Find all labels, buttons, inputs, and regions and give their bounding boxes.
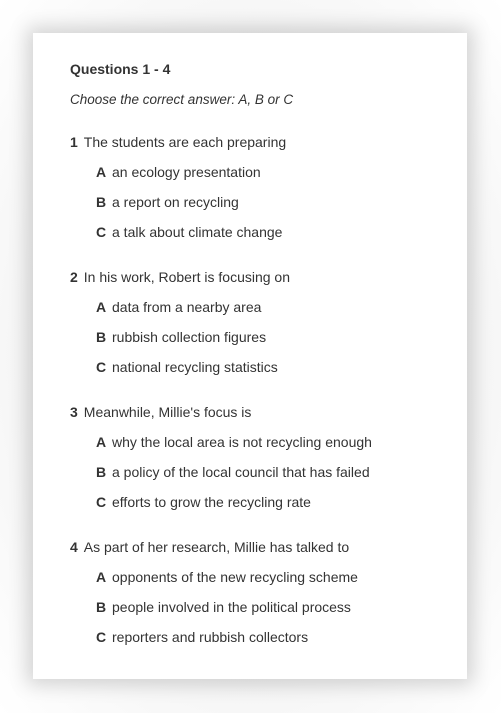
option-text: a policy of the local council that has failed xyxy=(112,464,370,480)
option-b[interactable] xyxy=(96,598,447,616)
option-text: opponents of the new recycling scheme xyxy=(112,569,358,585)
question-card xyxy=(33,33,467,679)
option-text: a report on recycling xyxy=(112,194,239,210)
option-c[interactable] xyxy=(96,223,447,241)
option-letter: B xyxy=(96,599,107,615)
option-c[interactable] xyxy=(96,628,447,646)
question-text: Meanwhile, Millie's focus is xyxy=(83,404,252,420)
option-letter: A xyxy=(96,299,107,315)
option-text: reporters and rubbish collectors xyxy=(112,629,309,645)
option-text: why the local area is not recycling enough xyxy=(112,434,372,450)
option-b[interactable] xyxy=(96,328,447,346)
option-b[interactable] xyxy=(96,463,447,481)
question-1 xyxy=(70,133,447,241)
option-text: efforts to grow the recycling rate xyxy=(112,494,311,510)
option-letter: C xyxy=(96,629,107,645)
option-c[interactable] xyxy=(96,493,447,511)
option-letter: C xyxy=(96,224,107,240)
question-number: 4 xyxy=(70,539,78,555)
option-text: data from a nearby area xyxy=(112,299,262,315)
section-instruction: Choose the correct answer: A, B or C xyxy=(70,92,294,107)
question-number: 2 xyxy=(70,269,78,285)
question-text: As part of her research, Millie has talked to xyxy=(83,539,350,555)
option-a[interactable] xyxy=(96,568,447,586)
option-letter: B xyxy=(96,194,107,210)
question-2 xyxy=(70,268,447,376)
option-letter: A xyxy=(96,434,107,450)
question-stem xyxy=(70,403,447,421)
option-letter: C xyxy=(96,494,107,510)
option-a[interactable] xyxy=(96,163,447,181)
question-number: 1 xyxy=(70,134,78,150)
section-heading: Questions 1 - 4 xyxy=(70,61,171,77)
option-a[interactable] xyxy=(96,298,447,316)
option-text: rubbish collection figures xyxy=(112,329,267,345)
option-letter: B xyxy=(96,464,107,480)
question-content xyxy=(70,60,447,646)
option-b[interactable] xyxy=(96,193,447,211)
option-text: an ecology presentation xyxy=(112,164,261,180)
option-letter: A xyxy=(96,569,107,585)
option-letter: C xyxy=(96,359,107,375)
option-c[interactable] xyxy=(96,358,447,376)
question-number: 3 xyxy=(70,404,78,420)
question-3 xyxy=(70,403,447,511)
option-text: national recycling statistics xyxy=(112,359,278,375)
option-letter: B xyxy=(96,329,107,345)
question-text: The students are each preparing xyxy=(83,134,287,150)
question-stem xyxy=(70,133,447,151)
option-letter: A xyxy=(96,164,107,180)
question-stem xyxy=(70,268,447,286)
question-stem xyxy=(70,538,447,556)
question-4 xyxy=(70,538,447,646)
question-text: In his work, Robert is focusing on xyxy=(83,269,291,285)
option-text: people involved in the political process xyxy=(112,599,351,615)
option-a[interactable] xyxy=(96,433,447,451)
option-text: a talk about climate change xyxy=(112,224,283,240)
